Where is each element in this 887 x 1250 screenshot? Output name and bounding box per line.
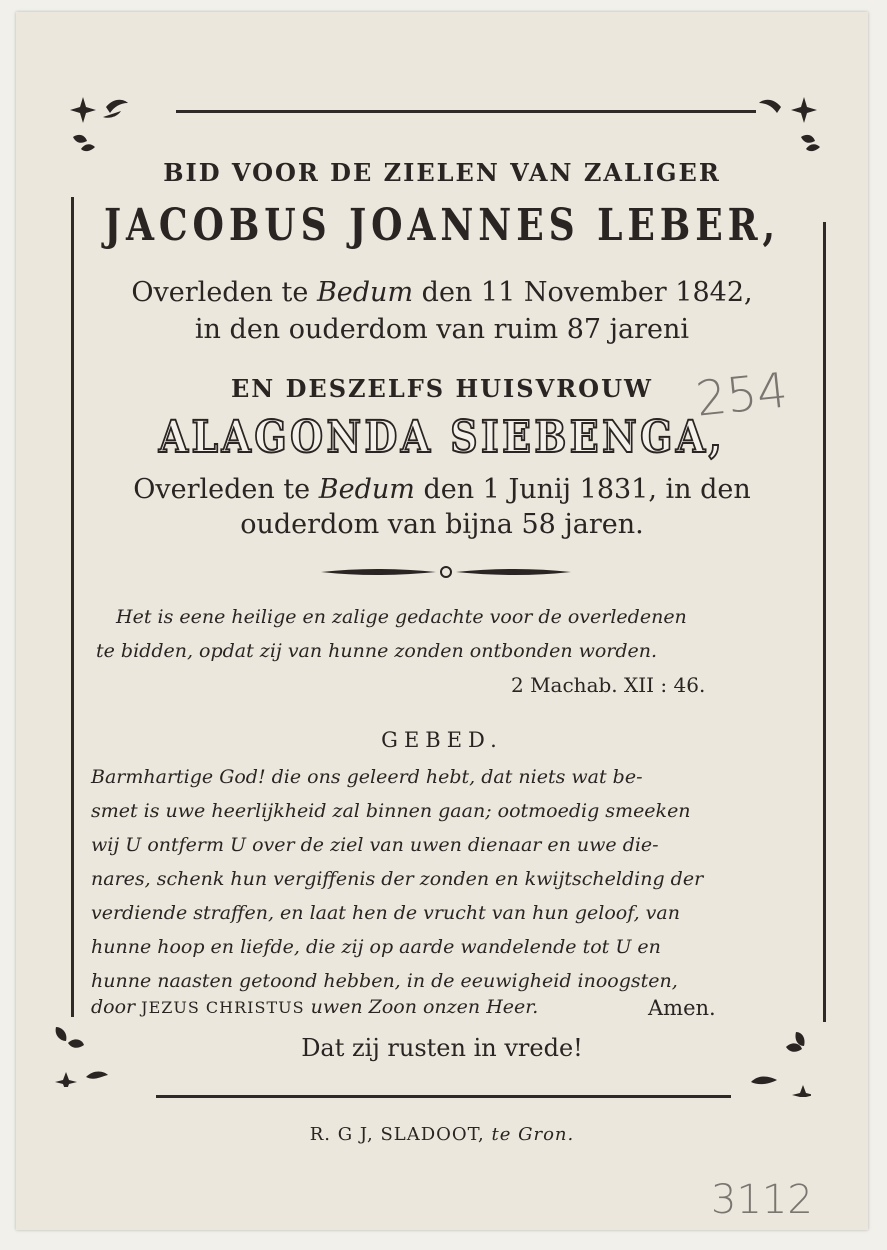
person1-age-line: in den ouderdom van ruim 87 jareni [194,314,690,345]
prayer-line: verdiende straffen, en laat hen de vrucht van hun geloof, van [91,902,680,924]
printer-place: te Gron. [491,1124,575,1145]
closing-line: Dat zij rusten in vrede! [301,1034,583,1062]
person1-death-line [16,277,868,308]
person2-death-prefix: Overleden te [133,474,311,505]
top-right-ornament-icon [756,87,826,157]
spouse-intro: EN DESZELFS HUISVROUW [231,374,653,403]
person1-name: JACOBUS JOANNES LEBER, [103,200,781,251]
prayer-line: hunne naasten getoond hebben, in de eeuwigheid inoogsten, [91,970,678,992]
header-line: BID VOOR DE ZIELEN VAN ZALIGER [163,158,721,187]
top-rule [176,110,756,113]
person2-death-suffix: den 1 Junij 1831, in den [423,474,751,505]
prayer-line: Barmhartige God! die ons geleerd hebt, dat niets wat be- [91,766,643,788]
memorial-card [16,12,868,1230]
prayer-last-line [91,996,538,1018]
quote-line-2: te bidden, opdat zij van hunne zonden ontbonden worden. [96,640,658,662]
prayer-line: hunne hoop en liefde, die zij op aarde wandelende tot U en [91,936,661,958]
prayer-line: smet is uwe heerlijkheid zal binnen gaan; ootmoedig smeeken [91,800,691,822]
person2-death-line [16,474,868,505]
prayer-line: wij U ontferm U over de ziel van uwen dienaar en uwe die- [91,834,659,856]
handwritten-number: 254 [693,362,791,428]
catalog-number: 3112 [711,1177,813,1223]
prayer-last-suffix: uwen Zoon onzen Heer. [310,996,539,1018]
quote-line-1: Het is eene heilige en zalige gedachte voor de overledenen [116,606,687,628]
prayer-amen: Amen. [648,996,716,1020]
prayer-last-prefix: door [91,996,136,1018]
printer-line [16,1124,868,1145]
middle-flourish [316,562,576,582]
person2-place: Bedum [318,474,415,505]
person2-age-line: ouderdom van bijna 58 jaren. [240,509,644,540]
prayer-title: GEBED. [381,728,503,752]
person1-place: Bedum [316,277,414,308]
bottom-rule [156,1095,731,1098]
prayer-last-name: JEZUS CHRISTUS [141,998,305,1017]
prayer-line: nares, schenk hun vergiffenis der zonden en kwijtschelding der [91,868,704,890]
quote-source: 2 Machab. XII : 46. [511,673,706,697]
person1-death-prefix: Overleden te [131,277,309,308]
printer-name: SLADOOT, [380,1124,485,1145]
printer-initials: R. G J, [309,1124,374,1145]
prayer-body [91,760,801,998]
person2-name: ALAGONDA SIEBENGA, [158,412,726,463]
person1-death-suffix: den 11 November 1842, [421,277,753,308]
top-left-ornament-icon [61,87,131,157]
